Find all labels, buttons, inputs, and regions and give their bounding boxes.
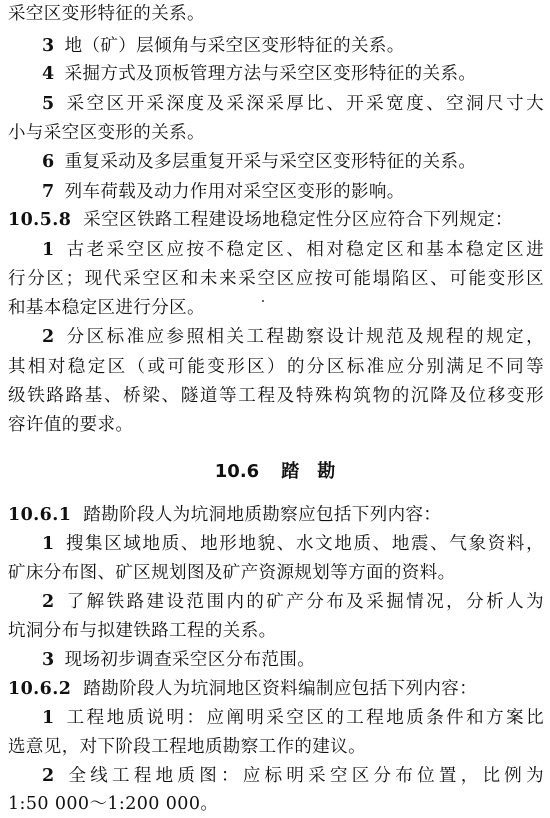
item-text: 全线工程地质图：应标明采空区分布位置，比例为	[64, 766, 544, 786]
list-item	[42, 764, 544, 788]
list-item	[42, 34, 544, 58]
list-item	[42, 238, 544, 262]
item-text: 现场初步调查采空区分布范围。	[64, 650, 316, 670]
text-line: 容许值的要求。	[8, 415, 134, 435]
list-item	[42, 150, 544, 174]
item-text: 列车荷载及动力作用对采空区变形的影响。	[64, 182, 405, 202]
clause-number: 10.6.1	[8, 505, 72, 525]
item-number: 3	[42, 650, 55, 670]
list-item	[42, 532, 544, 556]
section-name: 踏 勘	[281, 461, 336, 482]
text-line: 行分区；现代采空区和未来采空区应按可能塌陷区、可能变形区	[8, 269, 544, 289]
text-line: 小与采空区变形的关系。	[8, 123, 205, 143]
text-line: 矿床分布图、矿区规划图及矿产资源规划等方面的资料。	[8, 563, 456, 583]
item-number: 1	[42, 240, 55, 260]
clause-heading	[8, 503, 544, 527]
item-text: 重复采动及多层重复开采与采空区变形特征的关系。	[64, 152, 477, 172]
item-text: 工程地质说明：应阐明采空区的工程地质条件和方案比	[64, 708, 544, 728]
item-number: 1	[42, 534, 55, 554]
item-text: 采空区开采深度及采深采厚比、开采宽度、空洞尺寸大	[64, 94, 544, 114]
item-text: 地（矿）层倾角与采空区变形特征的关系。	[64, 36, 405, 56]
list-item	[42, 62, 544, 86]
item-number: 1	[42, 708, 55, 728]
item-text: 搜集区域地质、地形地貌、水文地质、地震、气象资料，	[64, 534, 544, 554]
item-number: 2	[42, 766, 55, 786]
item-number: 2	[42, 592, 55, 612]
text-line: 坑洞分布与拟建铁路工程的关系。	[8, 621, 277, 641]
item-text: 分区标准应参照相关工程勘察设计规范及规程的规定，	[64, 327, 544, 347]
clause-text: 踏勘阶段人为坑洞地区资料编制应包括下列内容：	[83, 679, 478, 699]
text-line: 采空区变形特征的关系。	[8, 4, 205, 24]
list-item	[42, 325, 544, 349]
item-number: 5	[42, 94, 55, 114]
item-number: 7	[42, 182, 55, 202]
item-number: 4	[42, 64, 55, 84]
list-item	[42, 590, 544, 614]
print-speck	[262, 300, 264, 302]
item-number: 2	[42, 327, 55, 347]
clause-number: 10.6.2	[8, 679, 72, 699]
clause-number: 10.5.8	[8, 210, 72, 230]
item-number: 3	[42, 36, 55, 56]
list-item	[42, 92, 544, 116]
text-line: 选意见，对下阶段工程地质勘察工作的建议。	[8, 737, 366, 757]
clause-text: 踏勘阶段人为坑洞地质勘察应包括下列内容：	[83, 505, 442, 525]
text-line: 和基本稳定区进行分区。	[8, 298, 205, 318]
list-item	[42, 706, 544, 730]
item-number: 6	[42, 152, 55, 172]
item-text: 了解铁路建设范围内的矿产分布及采掘情况，分析人为	[64, 592, 544, 612]
item-text: 采掘方式及顶板管理方法与采空区变形特征的关系。	[64, 64, 477, 84]
clause-heading	[8, 208, 544, 232]
clause-text: 采空区铁路工程建设场地稳定性分区应符合下列规定：	[83, 210, 513, 230]
list-item	[42, 648, 544, 672]
text-line: 1:50 000～1:200 000。	[8, 794, 219, 814]
text-line: 级铁路路基、桥梁、隧道等工程及特殊构筑物的沉降及位移变形	[8, 386, 544, 406]
list-item	[42, 180, 544, 204]
text-line: 其相对稳定区（或可能变形区）的分区标准应分别满足不同等	[8, 357, 544, 377]
section-number: 10.6	[214, 461, 260, 482]
clause-heading	[8, 677, 544, 701]
section-title	[0, 460, 550, 484]
item-text: 古老采空区应按不稳定区、相对稳定区和基本稳定区进	[64, 240, 544, 260]
